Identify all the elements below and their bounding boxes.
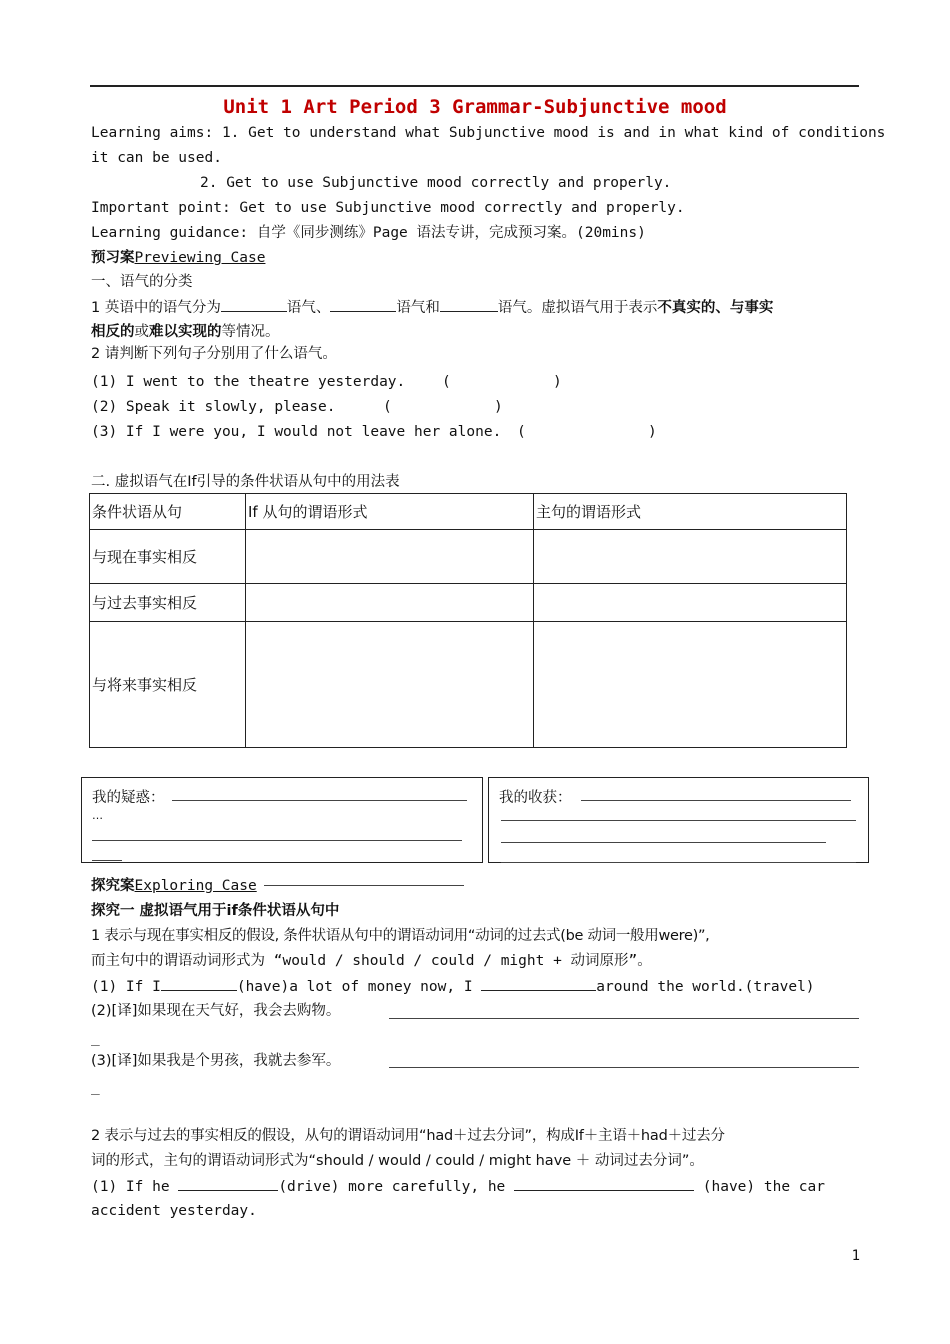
q1-text-b: 语气、 xyxy=(286,300,331,316)
exercise-4-continued: accident yesterday. xyxy=(91,1203,257,1219)
table-header-row xyxy=(90,494,847,530)
page-number: 1 xyxy=(851,1248,860,1264)
answer-line xyxy=(581,800,851,801)
answer-line xyxy=(172,800,467,801)
explore-heading-cn: 探究案 xyxy=(91,878,135,894)
sentence-2: (2) Speak it slowly, please. xyxy=(91,399,336,415)
table-row-label: 与将来事实相反 xyxy=(90,622,246,748)
exercise-4 xyxy=(91,1176,825,1197)
section-2-heading: 二. 虚拟语气在If引导的条件状语从句中的用法表 xyxy=(91,474,400,490)
ex4-text-b: (drive) more carefully, he xyxy=(278,1179,506,1195)
answer-line[interactable] xyxy=(389,1018,859,1019)
q1-bold-2: 相反的 xyxy=(91,324,135,340)
table-cell[interactable] xyxy=(534,584,847,622)
section-1-heading: 一、语气的分类 xyxy=(91,274,193,290)
explore-heading-en: Exploring Case xyxy=(134,878,257,894)
blank-field[interactable] xyxy=(178,1176,278,1191)
answer-line xyxy=(92,860,122,861)
sentence-1: (1) I went to the theatre yesterday. xyxy=(91,374,406,390)
answer-line xyxy=(501,820,856,821)
table-header-cell: 主句的谓语形式 xyxy=(534,494,847,530)
learning-aims-line-3: 2. Get to use Subjunctive mood correctly and properly. xyxy=(200,175,672,191)
answer-paren-open: ( xyxy=(517,424,526,440)
q1-bold-3: 难以实现的 xyxy=(149,324,222,340)
preview-heading-cn: 预习案 xyxy=(91,250,135,266)
explore-heading xyxy=(91,876,257,896)
answer-line xyxy=(501,862,856,863)
table-header-cell: If 从句的谓语形式 xyxy=(246,494,534,530)
header-rule xyxy=(90,85,859,87)
ex4-text-c: (have) the car xyxy=(702,1179,825,1195)
table-cell[interactable] xyxy=(534,622,847,748)
answer-paren-open: ( xyxy=(442,374,451,390)
ex1-text-b: (have)a lot of money now, I xyxy=(236,979,473,995)
exercise-2: (2)[译]如果现在天气好，我会去购物。 xyxy=(91,1003,341,1019)
answer-paren-close: ) xyxy=(553,374,562,390)
table-header-cell: 条件状语从句 xyxy=(90,494,246,530)
q1-text-f: 等情况。 xyxy=(221,324,280,340)
table-row xyxy=(90,530,847,584)
table-cell[interactable] xyxy=(246,530,534,584)
preview-heading xyxy=(91,248,265,268)
subjunctive-usage-table xyxy=(89,493,847,748)
blank-field[interactable] xyxy=(481,976,596,991)
exercise-1 xyxy=(91,976,815,997)
table-row xyxy=(90,584,847,622)
question-2: 2 请判断下列句子分别用了什么语气。 xyxy=(91,346,337,362)
ex4-text-a: (1) If he xyxy=(91,1179,170,1195)
q1-bold-1: 不真实的、与事实 xyxy=(657,300,774,316)
answer-paren-close: ) xyxy=(648,424,657,440)
answer-line xyxy=(92,840,462,841)
blank-field[interactable] xyxy=(161,976,237,991)
explore-subheading-1: 探究一 虚拟语气用于if条件状语从句中 xyxy=(91,903,340,919)
answer-paren-close: ) xyxy=(494,399,503,415)
blank-field[interactable] xyxy=(221,297,287,312)
answer-line[interactable] xyxy=(389,1067,859,1068)
exercise-3: (3)[译]如果我是个男孩，我就去参军。 xyxy=(91,1053,341,1069)
line-trail: _ xyxy=(91,1079,100,1095)
explore-paragraph-1-line-1: 1 表示与现在事实相反的假设, 条件状语从句中的谓语动词用“动词的过去式(be 动词一般用were)”, xyxy=(91,928,710,944)
line-trail: _ xyxy=(91,1030,100,1046)
q1-text-c: 语气和 xyxy=(396,300,440,316)
learning-aims-line-2: it can be used. xyxy=(91,150,222,166)
page-title: Unit 1 Art Period 3 Grammar-Subjunctive mood xyxy=(223,96,727,118)
table-cell[interactable] xyxy=(246,622,534,748)
blank-field[interactable] xyxy=(440,297,498,312)
answer-paren-open: ( xyxy=(383,399,392,415)
decorative-rule xyxy=(264,885,464,886)
answer-line xyxy=(501,842,826,843)
table-row-label: 与过去事实相反 xyxy=(90,584,246,622)
dots: … xyxy=(92,809,103,822)
explore-paragraph-2-line-2: 词的形式，主句的谓语动词形式为“should / would / could / might have ＋ 动词过去分词”。 xyxy=(91,1153,704,1169)
question-1-line-1 xyxy=(91,297,773,318)
explore-paragraph-2-line-1: 2 表示与过去的事实相反的假设，从句的谓语动词用“had＋过去分词”，构成If＋主语＋had＋过去分 xyxy=(91,1128,725,1144)
q1-text-e: 或 xyxy=(134,324,149,340)
table-row-label: 与现在事实相反 xyxy=(90,530,246,584)
ex1-text-c: around the world.(travel) xyxy=(596,979,815,995)
explore-paragraph-1-line-2: 而主句中的谓语动词形式为 “would / should / could / might + 动词原形”。 xyxy=(91,953,652,969)
preview-heading-en: Previewing Case xyxy=(134,250,266,266)
table-cell[interactable] xyxy=(534,530,847,584)
doubts-label: 我的疑惑： xyxy=(92,790,165,806)
gains-label: 我的收获： xyxy=(499,790,572,806)
ex1-text-a: (1) If I xyxy=(91,979,161,995)
important-point: Important point: Get to use Subjunctive mood correctly and properly. xyxy=(91,200,685,216)
table-row xyxy=(90,622,847,748)
q1-text-a: 1 英语中的语气分为 xyxy=(91,300,221,316)
learning-guidance: Learning guidance: 自学《同步测练》Page 语法专讲，完成预习案。(20mins) xyxy=(91,225,646,241)
learning-aims-line-1: Learning aims: 1. Get to understand what Subjunctive mood is and in what kind of conditions xyxy=(91,125,886,141)
question-1-line-2 xyxy=(91,322,280,342)
q1-text-d: 语气。虚拟语气用于表示 xyxy=(497,300,658,316)
sentence-3: (3) If I were you, I would not leave her alone. xyxy=(91,424,502,440)
blank-field[interactable] xyxy=(514,1176,694,1191)
doubts-box[interactable] xyxy=(81,777,483,863)
table-cell[interactable] xyxy=(246,584,534,622)
gains-box[interactable] xyxy=(488,777,869,863)
blank-field[interactable] xyxy=(330,297,396,312)
